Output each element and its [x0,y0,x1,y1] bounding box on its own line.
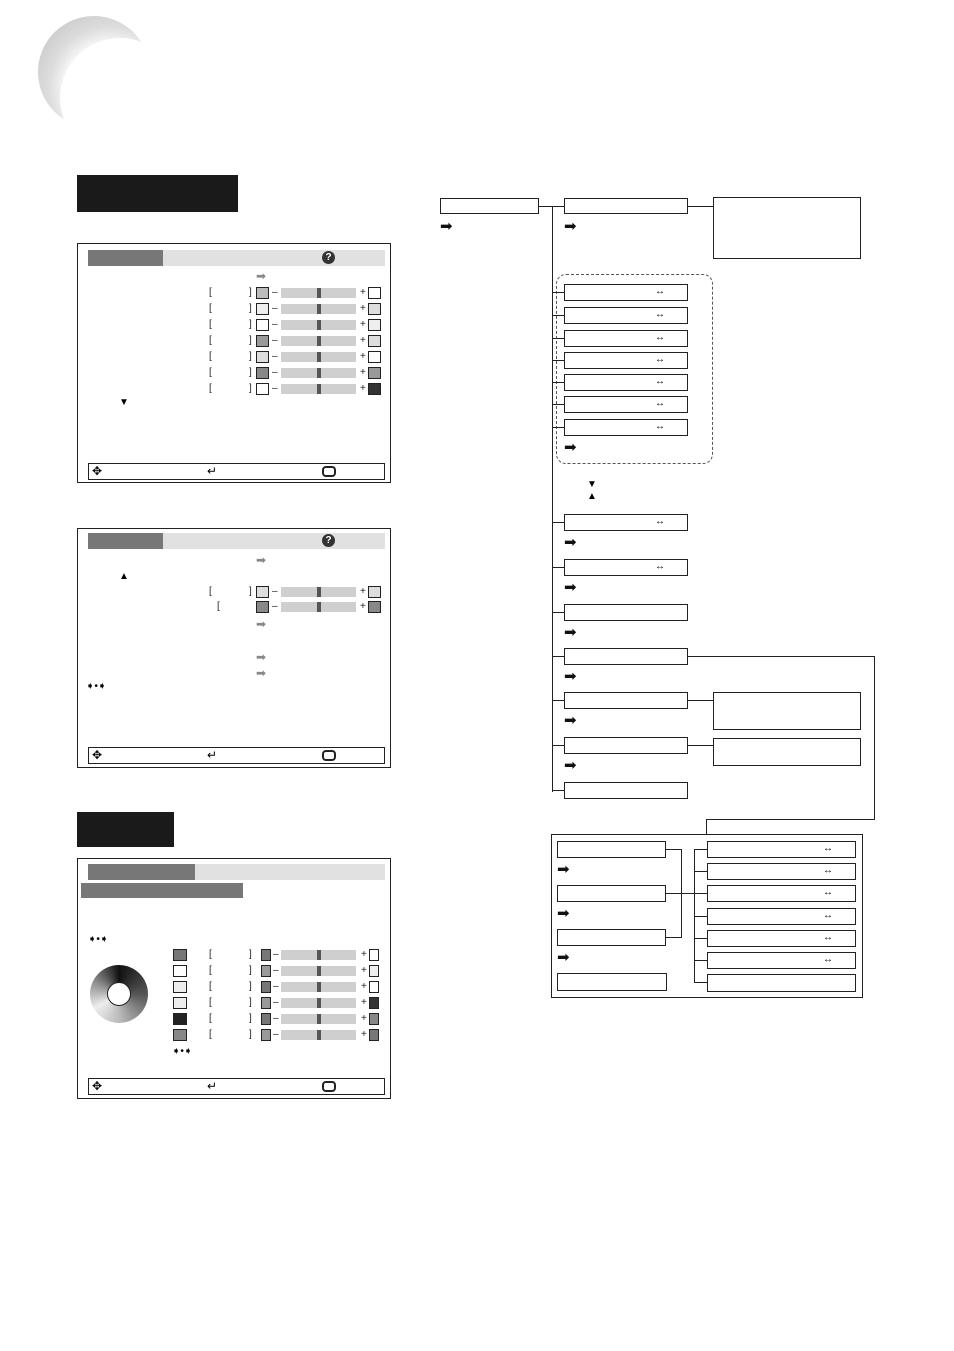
swap-icon: ↔ [823,910,833,921]
connector-line [552,206,553,792]
connector-line [666,893,694,894]
minus-label: – [273,1013,279,1024]
menu-screen-2 [77,528,391,768]
swap-icon: ↔ [823,887,833,898]
bracket-right: ] [249,335,252,346]
color-row-4-slider[interactable] [281,998,356,1008]
picture-adjust-row-4-slider[interactable] [281,336,356,346]
color-adjust-item-4[interactable] [707,908,856,925]
picture-adjust-row-6-slider[interactable] [281,368,356,378]
bracket-right: ] [249,997,252,1008]
description-box-1[interactable] [713,197,861,259]
arrow-right-icon: ➡ [256,553,267,567]
swap-icon: ↔ [655,332,665,343]
menu-header-selected-tab[interactable] [88,533,163,549]
arrow-right-icon: ➡ [440,218,453,235]
swap-icon: ↔ [655,376,665,387]
connector-line [666,937,681,938]
submenu-box-7[interactable] [564,737,688,754]
arrow-right-icon: ➡ [564,534,577,551]
connector-line [552,612,564,613]
bracket-right: ] [249,367,252,378]
connector-line [694,938,707,939]
help-icon[interactable]: ? [322,534,335,547]
color-wheel-icon [90,965,148,1023]
plus-label: + [361,981,367,992]
bracket-right: ] [249,981,252,992]
up-arrow-icon[interactable]: ▲ [119,571,129,582]
color-swatch-1 [173,949,187,961]
bracket-left: [ [209,303,212,314]
picture-adjust-row-9-left-icon [256,601,269,613]
minus-label: – [273,997,279,1008]
connector-line [552,745,564,746]
color-row-1-left-icon [261,949,271,961]
connector-line [552,427,564,428]
color-row-3-right-icon [369,981,379,993]
plus-label: + [360,287,366,298]
color-swatch-6 [173,1029,187,1041]
minus-label: – [272,601,278,612]
section-tab-picture [77,175,238,212]
color-row-2-left-icon [261,965,271,977]
connector-line [552,790,564,791]
plus-label: + [361,1013,367,1024]
color-row-2-slider[interactable] [281,966,356,976]
reset-icon[interactable]: ➧•➧ [172,1046,193,1057]
swap-icon: ↔ [655,286,665,297]
bracket-right: ] [249,303,252,314]
bracket-left: [ [209,997,212,1008]
connector-line [552,338,564,339]
bracket-left: [ [209,383,212,394]
arrow-right-icon: ➡ [557,861,570,878]
minus-label: – [273,1029,279,1040]
picture-adjust-row-6-right-icon [368,367,381,379]
menu-screen-3 [77,858,391,1099]
picture-adjust-row-3-left-icon [256,319,269,331]
picture-adjust-row-1-left-icon [256,287,269,299]
color-row-3-left-icon [261,981,271,993]
bracket-right: ] [249,287,252,298]
bracket-right: ] [249,586,252,597]
plus-label: + [360,319,366,330]
minus-label: – [272,586,278,597]
connector-line [552,382,564,383]
slider-handle[interactable] [317,320,321,330]
up-arrow-icon: ▲ [587,491,597,502]
color-adjust-item-3[interactable] [707,885,856,902]
connector-line [666,849,681,850]
move-icon: ✥ [92,1079,103,1093]
menu-screen-1 [77,243,391,483]
connector-line [694,893,707,894]
connector-line [694,849,707,850]
connector-line [552,404,564,405]
submenu-box-3[interactable] [564,559,688,576]
picture-adjust-row-2-slider[interactable] [281,304,356,314]
picture-adjust-row-5-left-icon [256,351,269,363]
adjust-item-4[interactable] [564,352,688,369]
bracket-left: [ [209,1013,212,1024]
connector-line [706,819,875,820]
minus-label: – [272,287,278,298]
bracket-left: [ [209,949,212,960]
submenu-box-4[interactable] [564,604,688,621]
color-adjust-item-2[interactable] [707,863,856,880]
color-mode-box-3[interactable] [557,929,666,946]
plus-label: + [360,351,366,362]
move-icon: ✥ [92,464,103,478]
bracket-right: ] [249,949,252,960]
slider-handle[interactable] [317,587,321,597]
menu-header [88,864,385,880]
color-row-4-right-icon [369,997,379,1009]
minus-label: – [273,981,279,992]
plus-label: + [361,965,367,976]
adjust-item-6[interactable] [564,396,688,413]
color-row-4-left-icon [261,997,271,1009]
minus-label: – [272,367,278,378]
menu-icon [322,466,336,477]
picture-adjust-row-3-right-icon [368,319,381,331]
color-row-3-slider[interactable] [281,982,356,992]
menu-icon [322,750,336,761]
reset-icon[interactable]: ➧•➧ [86,681,107,692]
slider-handle[interactable] [317,352,321,362]
slider-handle[interactable] [317,304,321,314]
arrow-right-icon: ➡ [564,579,577,596]
color-row-6-left-icon [261,1029,271,1041]
enter-icon: ↵ [207,1079,218,1093]
submenu-title-bar [81,883,243,898]
arrow-right-icon: ➡ [564,712,577,729]
color-row-2-right-icon [369,965,379,977]
menu-header [88,533,385,549]
swap-icon: ↔ [655,309,665,320]
slider-handle[interactable] [317,368,321,378]
connector-line [552,522,564,523]
circle-decoration-mask [60,38,180,158]
picture-adjust-row-1-slider[interactable] [281,288,356,298]
color-adjust-item-5[interactable] [707,930,856,947]
help-icon[interactable]: ? [322,251,335,264]
connector-line [552,656,564,657]
plus-label: + [361,949,367,960]
bracket-left: [ [217,601,220,612]
connector-line [688,745,714,746]
picture-adjust-row-4-left-icon [256,335,269,347]
connector-line [694,982,707,983]
description-box-3[interactable] [713,738,861,766]
adjust-item-1[interactable] [564,284,688,301]
adjust-item-3[interactable] [564,330,688,347]
slider-handle[interactable] [317,1014,321,1024]
bracket-left: [ [209,335,212,346]
swap-icon: ↔ [655,354,665,365]
plus-label: + [360,586,366,597]
picture-adjust-row-5-right-icon [368,351,381,363]
slider-handle[interactable] [317,384,321,394]
slider-handle[interactable] [317,966,321,976]
menu-footer [88,747,385,764]
color-swatch-2 [173,965,187,977]
color-row-5-right-icon [369,1013,379,1025]
minus-label: – [273,949,279,960]
minus-label: – [273,965,279,976]
swap-icon: ↔ [823,932,833,943]
slider-handle[interactable] [317,982,321,992]
menu-header [88,250,385,266]
plus-label: + [360,335,366,346]
picture-adjust-row-9-right-icon [368,601,381,613]
arrow-right-icon: ➡ [256,617,267,631]
section-tab-advanced [77,812,174,847]
connector-line [552,567,564,568]
connector-line [552,315,564,316]
bracket-left: [ [209,586,212,597]
connector-line [706,819,707,835]
bracket-left: [ [209,351,212,362]
bracket-right: ] [249,1029,252,1040]
bracket-left: [ [209,965,212,976]
connector-line [552,700,564,701]
adjust-item-5[interactable] [564,374,688,391]
color-row-1-right-icon [369,949,379,961]
minus-label: – [272,351,278,362]
arrow-right-icon: ➡ [557,949,570,966]
slider-handle[interactable] [317,336,321,346]
color-adjust-item-6[interactable] [707,952,856,969]
color-row-5-left-icon [261,1013,271,1025]
swap-icon: ↔ [655,421,665,432]
swap-icon: ↔ [823,843,833,854]
swap-icon: ↔ [655,398,665,409]
picture-adjust-row-9-slider[interactable] [281,602,356,612]
slider-handle[interactable] [317,998,321,1008]
color-adjust-item-1[interactable] [707,841,856,858]
swap-icon: ↔ [823,865,833,876]
connector-line [688,700,714,701]
arrow-right-icon: ➡ [564,668,577,685]
arrow-right-icon: ➡ [564,624,577,641]
plus-label: + [360,383,366,394]
submenu-box-6[interactable] [564,692,688,709]
picture-adjust-row-3-slider[interactable] [281,320,356,330]
arrow-right-icon: ➡ [564,439,577,456]
bracket-left: [ [209,1029,212,1040]
plus-label: + [361,1029,367,1040]
arrow-right-icon: ➡ [256,666,267,680]
slider-handle[interactable] [317,602,321,612]
picture-adjust-row-8-left-icon [256,586,269,598]
color-mode-box-2[interactable] [557,885,666,902]
color-row-6-slider[interactable] [281,1030,356,1040]
picture-adjust-row-8-slider[interactable] [281,587,356,597]
plus-label: + [360,303,366,314]
connector-line [688,206,714,207]
adjust-item-7[interactable] [564,419,688,436]
plus-label: + [360,367,366,378]
connector-line [688,656,874,657]
submenu-box-1[interactable] [564,198,688,214]
arrow-right-icon: ➡ [256,269,267,283]
picture-adjust-row-2-right-icon [368,303,381,315]
bracket-left: [ [209,981,212,992]
arrow-right-icon: ➡ [564,757,577,774]
color-row-1-slider[interactable] [281,950,356,960]
picture-adjust-row-8-right-icon [368,586,381,598]
picture-adjust-row-4-right-icon [368,335,381,347]
bracket-right: ] [249,383,252,394]
picture-adjust-row-7-left-icon [256,383,269,395]
minus-label: – [272,319,278,330]
connector-line [874,656,875,819]
minus-label: – [272,335,278,346]
connector-line [694,960,707,961]
reset-icon[interactable]: ➧•➧ [88,934,109,945]
submenu-box-2[interactable] [564,514,688,531]
connector-line [552,360,564,361]
menu-footer [88,463,385,480]
swap-icon: ↔ [655,561,665,572]
color-mode-box-4[interactable] [557,973,667,991]
bracket-left: [ [209,367,212,378]
plus-label: + [361,997,367,1008]
picture-adjust-row-7-slider[interactable] [281,384,356,394]
color-row-6-right-icon [369,1029,379,1041]
description-box-2[interactable] [713,692,861,730]
bracket-right: ] [249,965,252,976]
menu-header-selected-tab[interactable] [88,250,163,266]
menu-header-selected-tab[interactable] [88,864,195,880]
color-adjust-item-7[interactable] [707,974,856,992]
color-swatch-3 [173,981,187,993]
arrow-right-icon: ➡ [256,650,267,664]
minus-label: – [272,383,278,394]
picture-adjust-row-6-left-icon [256,367,269,379]
bracket-left: [ [209,319,212,330]
picture-adjust-row-2-left-icon [256,303,269,315]
slider-handle[interactable] [317,1030,321,1040]
submenu-box-5[interactable] [564,648,688,665]
bracket-right: ] [249,351,252,362]
adjust-item-2[interactable] [564,307,688,324]
connector-line [552,292,564,293]
color-swatch-5 [173,1013,187,1025]
minus-label: – [272,303,278,314]
slider-handle[interactable] [317,950,321,960]
down-arrow-icon: ▼ [587,479,597,490]
color-mode-box-1[interactable] [557,841,666,858]
color-swatch-4 [173,997,187,1009]
menu-icon [322,1081,336,1092]
connector-line [694,916,707,917]
enter-icon: ↵ [207,464,218,478]
swap-icon: ↔ [655,516,665,527]
enter-icon: ↵ [207,748,218,762]
move-icon: ✥ [92,748,103,762]
plus-label: + [360,601,366,612]
connector-line [694,871,707,872]
bracket-right: ] [249,319,252,330]
submenu-box-8[interactable] [564,782,688,799]
root-menu-box[interactable] [440,198,539,214]
bracket-right: ] [249,1013,252,1024]
down-arrow-icon[interactable]: ▼ [119,397,129,408]
swap-icon: ↔ [823,954,833,965]
arrow-right-icon: ➡ [557,905,570,922]
slider-handle[interactable] [317,288,321,298]
color-row-5-slider[interactable] [281,1014,356,1024]
arrow-right-icon: ➡ [564,218,577,235]
picture-adjust-row-1-right-icon [368,287,381,299]
picture-adjust-row-7-right-icon [368,383,381,395]
menu-footer [88,1078,385,1095]
picture-adjust-row-5-slider[interactable] [281,352,356,362]
bracket-left: [ [209,287,212,298]
